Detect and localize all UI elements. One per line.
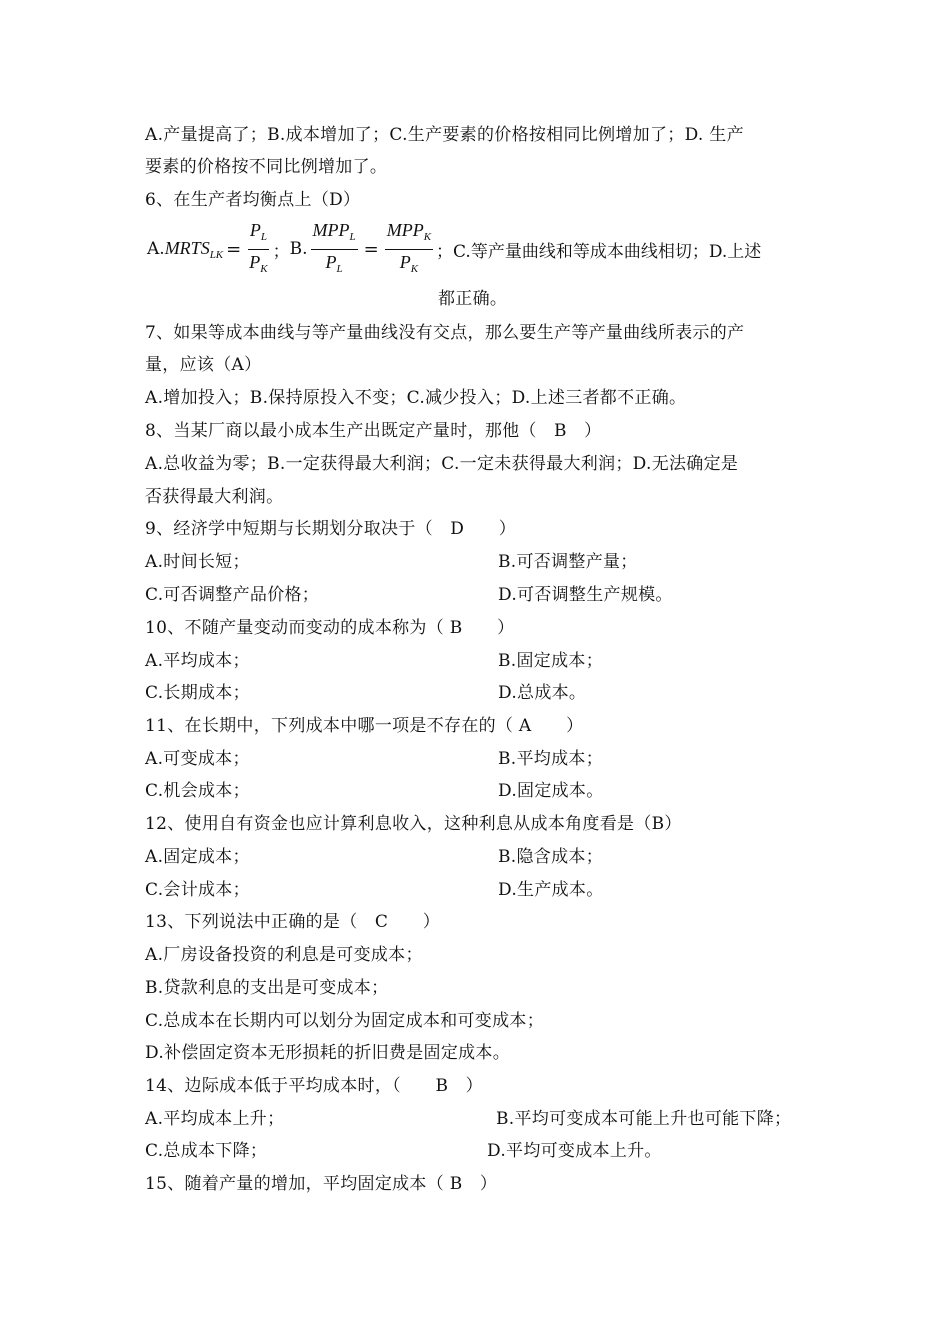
q12-option-a: A.固定成本；	[145, 847, 250, 867]
q11-question: 11、在长期中，下列成本中哪一项是不存在的（ A ）	[145, 716, 584, 736]
q6-option-b-label: B.	[289, 239, 308, 259]
q7-options: A.增加投入；B.保持原投入不变；C.减少投入；D.上述三者都不正确。	[145, 388, 687, 408]
fraction-pl-over-pk: $\frac{P_L}{P_K}$	[249, 219, 268, 275]
q13-option-b: B.贷款利息的支出是可变成本；	[145, 978, 389, 998]
q10-option-b: B.固定成本；	[498, 651, 603, 671]
separator: ；	[272, 241, 290, 262]
q14-question: 14、边际成本低于平均成本时，（ B ）	[145, 1076, 483, 1096]
q12-option-c: C.会计成本；	[145, 880, 250, 900]
q10-option-d: D.总成本。	[498, 683, 587, 703]
q13-option-a: A.厂房设备投资的利息是可变成本；	[145, 945, 423, 965]
equals-sign: =	[363, 238, 379, 260]
q8-options-line2: 否获得最大利润。	[145, 487, 284, 507]
q7-question-line1: 7、如果等成本曲线与等产量曲线没有交点，那么要生产等产量曲线所表示的产	[145, 323, 745, 343]
q14-option-b: B.平均可变成本可能上升也可能下降；	[496, 1109, 792, 1129]
q11-option-a: A.可变成本；	[145, 749, 250, 769]
q10-option-a: A.平均成本；	[145, 651, 250, 671]
q10-question: 10、不随产量变动而变动的成本称为（ B ）	[145, 618, 515, 638]
mrts-symbol: $MRTS_{LK}$	[164, 237, 224, 261]
q7-question-line2: 量，应该（A）	[145, 355, 262, 375]
q9-option-b: B.可否调整产量；	[498, 552, 638, 572]
fraction-mppk-over-pk: $\frac{MPP_K}{P_K}$	[386, 219, 432, 275]
q12-option-b: B.隐含成本；	[498, 847, 603, 867]
q14-option-c: C.总成本下降；	[145, 1141, 268, 1161]
q6-option-a-label: A.	[147, 239, 165, 259]
q13-option-c: C.总成本在长期内可以划分为固定成本和可变成本；	[145, 1011, 545, 1031]
q8-question: 8、当某厂商以最小成本生产出既定产量时，那他（ B ）	[145, 421, 602, 441]
q12-option-d: D.生产成本。	[498, 880, 604, 900]
q13-question: 13、下列说法中正确的是（ C ）	[145, 912, 441, 932]
fraction-mppl-over-pl: $\frac{MPP_L}{P_L}$	[312, 219, 356, 275]
q11-option-d: D.固定成本。	[498, 781, 604, 801]
q15-question: 15、随着产量的增加，平均固定成本（ B ）	[145, 1174, 498, 1194]
q14-option-a: A.平均成本上升；	[145, 1109, 285, 1129]
q5-options-line2: 要素的价格按不同比例增加了。	[145, 157, 388, 177]
q11-option-b: B.平均成本；	[498, 749, 603, 769]
q11-option-c: C.机会成本；	[145, 781, 250, 801]
q6-question: 6、在生产者均衡点上（D）	[145, 190, 361, 210]
q6-options-rest: ；C.等产量曲线和等成本曲线相切；D.上述	[436, 241, 762, 262]
q9-option-c: C.可否调整产品价格；	[145, 585, 320, 605]
equals-sign: =	[226, 238, 242, 260]
q13-option-d: D.补偿固定资本无形损耗的折旧费是固定成本。	[145, 1043, 511, 1063]
q5-options-line1: A.产量提高了；B.成本增加了；C.生产要素的价格按相同比例增加了；D. 生产	[145, 125, 744, 145]
q6-formula-options	[147, 219, 762, 276]
q10-option-c: C.长期成本；	[145, 683, 250, 703]
q9-option-d: D.可否调整生产规模。	[498, 585, 673, 605]
q8-options-line1: A.总收益为零；B.一定获得最大利润；C.一定未获得最大利润；D.无法确定是	[145, 454, 739, 474]
q12-question: 12、使用自有资金也应计算利息收入，这种利息从成本角度看是（B）	[145, 814, 682, 834]
q9-option-a: A.时间长短；	[145, 552, 250, 572]
q9-question: 9、经济学中短期与长期划分取决于（ D ）	[145, 519, 517, 539]
q14-option-d: D.平均可变成本上升。	[487, 1141, 662, 1161]
q6-options-continuation: 都正确。	[438, 289, 508, 309]
